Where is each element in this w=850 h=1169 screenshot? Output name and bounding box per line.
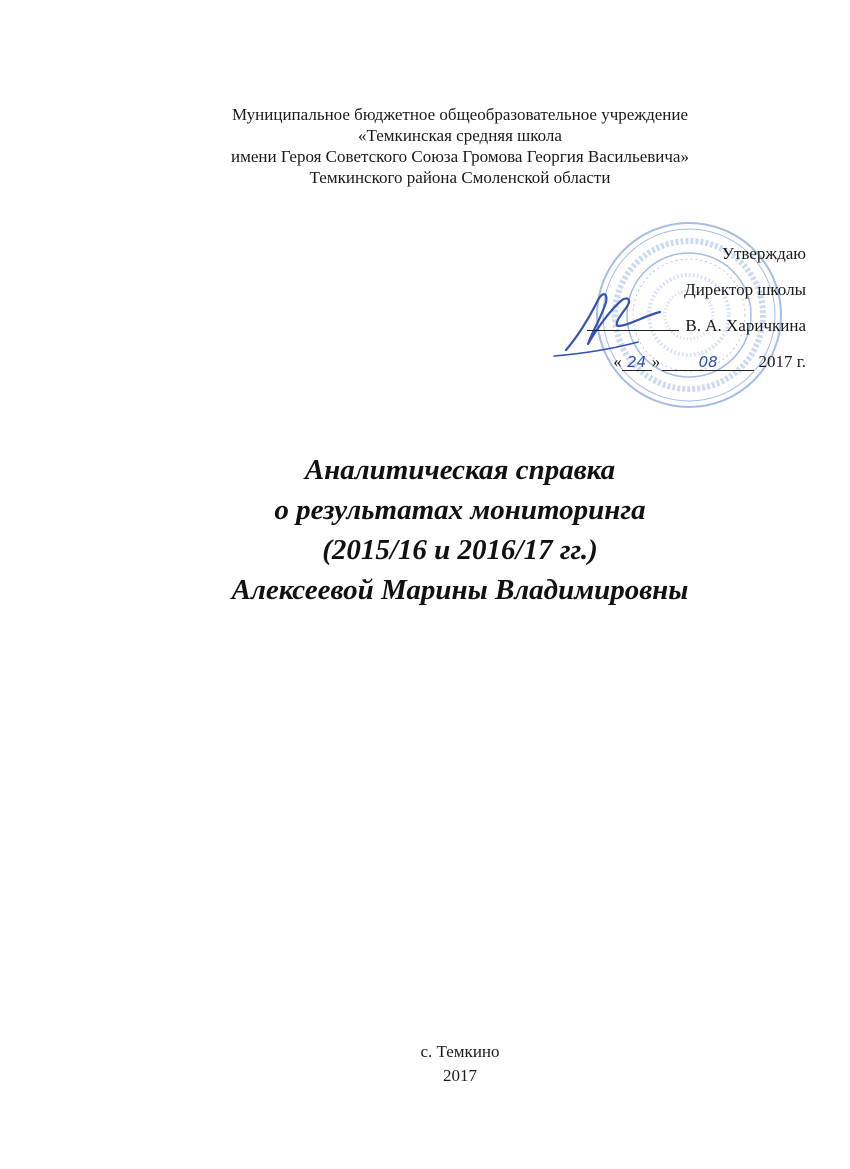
document-title [0,450,850,610]
signature-line [587,316,679,331]
document-footer [0,1040,850,1088]
footer-year: 2017 [443,1066,477,1085]
date-year: 2017 г. [758,352,806,371]
header-line-1: Муниципальное бюджетное общеобразовательное учреждение [231,105,689,124]
header-line-3: имени Героя Советского Союза Громова Георгия Васильевича» [231,147,689,166]
date-month: 08 [662,354,754,371]
title-line-2: о результатах мониторинга [274,494,646,526]
title-line-1: Аналитическая справка [304,454,616,486]
date-quote-open: « [613,352,622,371]
header-line-4: Темкинского района Смоленской области [309,168,611,187]
director-position: Директор школы [684,280,806,299]
director-name-line [587,308,806,344]
date-quote-close: » [651,352,661,371]
institution-header [0,104,850,188]
director-name: В. А. Харичкина [685,316,806,335]
title-line-4: Алексеевой Марины Владимировны [231,574,689,606]
approve-label: Утверждаю [721,244,806,263]
header-line-2: «Темкинская средняя школа [358,126,562,145]
footer-place: с. Темкино [420,1042,500,1061]
title-line-3: (2015/16 и 2016/17 гг.) [322,534,598,566]
approval-date [587,344,806,380]
approval-block [587,236,806,380]
date-day: 24 [622,354,652,371]
